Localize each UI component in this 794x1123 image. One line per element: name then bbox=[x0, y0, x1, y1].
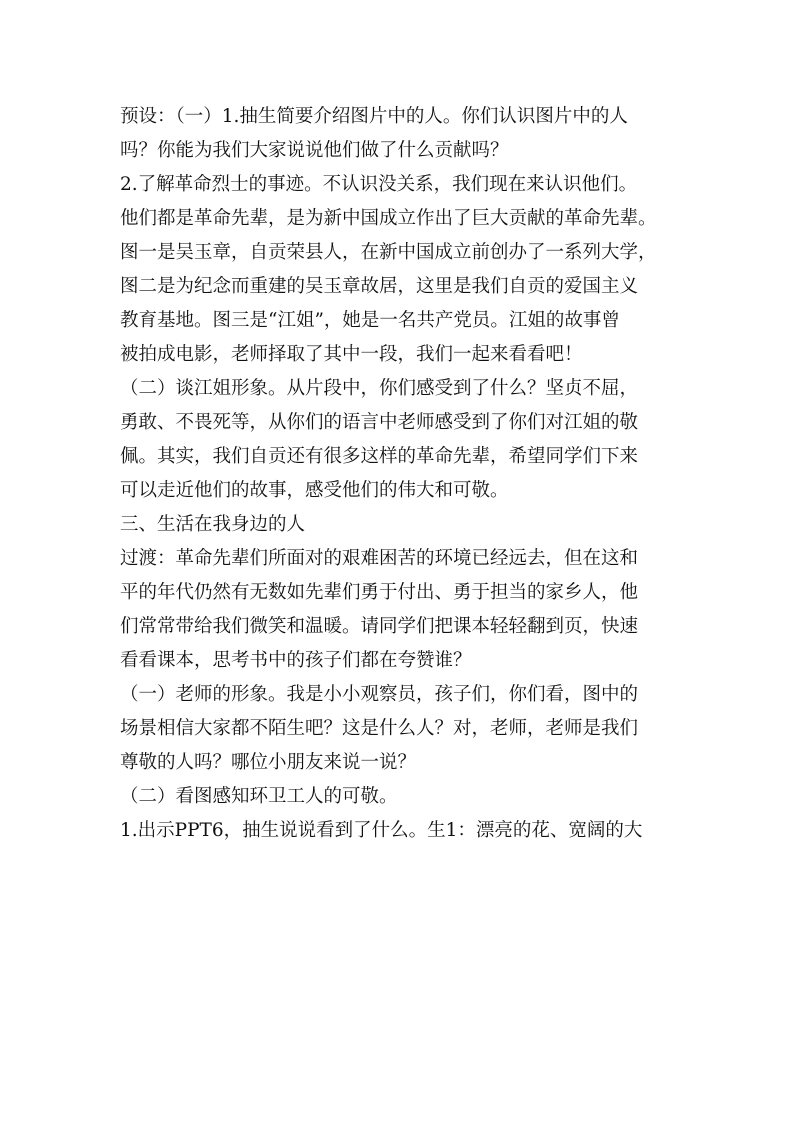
text-line: 1.出示PPT6，抽生说说看到了什么。生1：漂亮的花、宽阔的大 bbox=[120, 820, 643, 841]
text-line: 吗？你能为我们大家说说他们做了什么贡献吗？ bbox=[120, 140, 509, 161]
text-line: 场景相信大家都不陌生吧？这是什么人？对，老师，老师是我们 bbox=[120, 718, 639, 739]
text-line: 平的年代仍然有无数如先辈们勇于付出、勇于担当的家乡人，他 bbox=[120, 582, 639, 603]
text-line: 他们都是革命先辈，是为新中国成立作出了巨大贡献的革命先辈。 bbox=[120, 208, 657, 229]
text-line: 们常常带给我们微笑和温暖。请同学们把课本轻轻翻到页，快速 bbox=[120, 616, 639, 637]
section-heading: 三、生活在我身边的人 bbox=[120, 514, 306, 535]
text-line: 看看课本，思考书中的孩子们都在夸赞谁？ bbox=[120, 650, 472, 671]
text-line: 可以走近他们的故事，感受他们的伟大和可敬。 bbox=[120, 480, 509, 501]
text-line: 教育基地。图三是“江姐”，她是一名共产党员。江姐的故事曾 bbox=[120, 310, 620, 331]
text-line: 佩。其实，我们自贡还有很多这样的革命先辈，希望同学们下来 bbox=[120, 446, 639, 467]
text-line: （二）谈江姐形象。从片段中，你们感受到了什么？坚贞不屈， bbox=[120, 378, 639, 399]
text-line: 过渡：革命先辈们所面对的艰难困苦的环境已经远去，但在这和 bbox=[120, 548, 639, 569]
text-line: 图一是吴玉章，自贡荣县人，在新中国成立前创办了一系列大学， bbox=[120, 242, 657, 263]
document-body bbox=[120, 100, 680, 848]
text-line: 被拍成电影，老师择取了其中一段，我们一起来看看吧！ bbox=[120, 344, 583, 365]
text-line: （一）老师的形象。我是小小观察员，孩子们，你们看，图中的 bbox=[120, 684, 639, 705]
text-line: 勇敢、不畏死等，从你们的语言中老师感受到了你们对江姐的敬 bbox=[120, 412, 639, 433]
text-line: 预设：（一）1.抽生简要介绍图片中的人。你们认识图片中的人 bbox=[120, 106, 628, 127]
text-line: 图二是为纪念而重建的吴玉章故居，这里是我们自贡的爱国主义 bbox=[120, 276, 639, 297]
text-line: 尊敬的人吗？哪位小朋友来说一说？ bbox=[120, 752, 417, 773]
text-line: 2.了解革命烈士的事迹。不认识没关系，我们现在来认识他们。 bbox=[120, 174, 638, 195]
text-line: （二）看图感知环卫工人的可敬。 bbox=[120, 786, 398, 807]
